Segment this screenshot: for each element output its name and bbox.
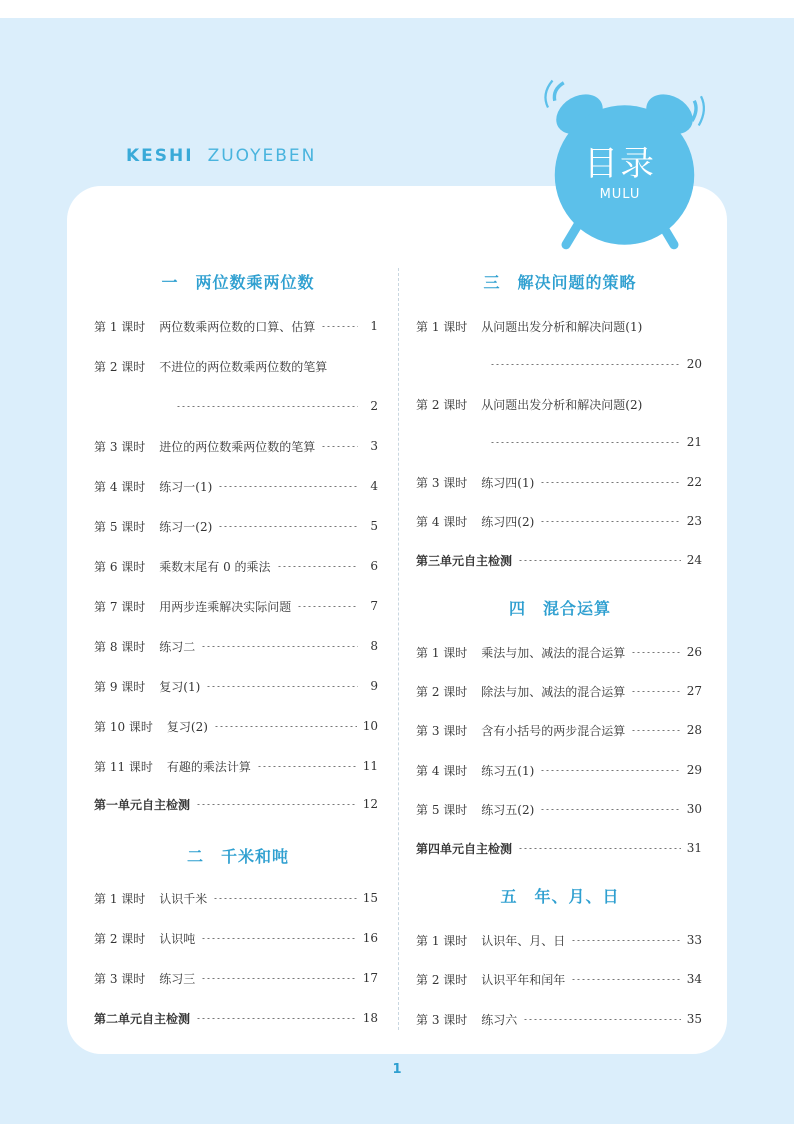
toc-entry[interactable] bbox=[416, 316, 702, 336]
footer-page-number: 1 bbox=[392, 1062, 402, 1077]
page-number: 35 bbox=[686, 1012, 702, 1026]
leader-dots bbox=[540, 482, 680, 483]
lesson-name: 认识吨 bbox=[159, 931, 196, 946]
toc-entry[interactable] bbox=[94, 716, 378, 736]
toc-entry[interactable] bbox=[416, 511, 702, 531]
page-number: 18 bbox=[362, 1011, 378, 1025]
page-number: 34 bbox=[686, 972, 702, 986]
lesson-label: 第 3 课时 bbox=[416, 723, 468, 738]
page-number: 3 bbox=[370, 439, 378, 453]
leader-dots bbox=[490, 364, 681, 365]
lesson-name: 练习五(2) bbox=[481, 802, 535, 817]
badge-title: 目录 bbox=[584, 144, 656, 184]
toc-entry-continuation[interactable] bbox=[490, 354, 702, 374]
page-number: 9 bbox=[370, 679, 378, 693]
leader-dots bbox=[321, 326, 358, 327]
page-number: 31 bbox=[686, 841, 702, 855]
toc-entry[interactable] bbox=[416, 642, 702, 662]
leader-dots bbox=[540, 809, 680, 810]
toc-entry[interactable] bbox=[416, 969, 702, 989]
leader-dots bbox=[201, 938, 356, 939]
lesson-label: 第 2 课时 bbox=[94, 931, 146, 946]
lesson-label: 第 1 课时 bbox=[94, 319, 146, 334]
lesson-label: 第 3 课时 bbox=[94, 971, 146, 986]
lesson-name: 乘数末尾有 0 的乘法 bbox=[159, 559, 271, 574]
lesson-name: 练习三 bbox=[159, 971, 196, 986]
lesson-label: 第 1 课时 bbox=[416, 319, 468, 334]
lesson-name: 练习一(1) bbox=[159, 479, 213, 494]
lesson-name: 复习(1) bbox=[159, 679, 201, 694]
page-number: 29 bbox=[686, 763, 702, 777]
leader-dots bbox=[321, 446, 358, 447]
lesson-name: 练习二 bbox=[159, 639, 196, 654]
page-number: 21 bbox=[686, 435, 702, 449]
lesson-label: 第 3 课时 bbox=[416, 1012, 468, 1027]
page-number: 30 bbox=[686, 802, 702, 816]
page-number: 17 bbox=[362, 971, 378, 985]
page-number: 8 bbox=[370, 639, 378, 653]
page-number: 1 bbox=[370, 319, 378, 333]
leader-dots bbox=[490, 442, 681, 443]
page-number: 15 bbox=[362, 891, 378, 905]
lesson-name: 练习四(1) bbox=[481, 475, 535, 490]
lesson-name: 有趣的乘法计算 bbox=[166, 759, 251, 774]
leader-dots bbox=[257, 766, 357, 767]
lesson-label: 第 5 课时 bbox=[416, 802, 468, 817]
toc-entry[interactable] bbox=[94, 356, 378, 376]
leader-dots bbox=[540, 770, 680, 771]
lesson-name: 练习四(2) bbox=[481, 514, 535, 529]
brand-part2: ZUOYEBEN bbox=[207, 146, 317, 166]
page-number: 16 bbox=[362, 931, 378, 945]
page-number: 7 bbox=[370, 599, 378, 613]
lesson-label: 第 4 课时 bbox=[416, 763, 468, 778]
lesson-label: 第 2 课时 bbox=[416, 397, 468, 412]
page-number: 26 bbox=[686, 645, 702, 659]
leader-dots bbox=[201, 646, 358, 647]
section-title: 四 混合运算 bbox=[508, 599, 611, 618]
page-number: 4 bbox=[370, 479, 378, 493]
lesson-name: 练习一(2) bbox=[159, 519, 213, 534]
lesson-label: 第 1 课时 bbox=[416, 645, 468, 660]
toc-entry-unit-test[interactable] bbox=[416, 550, 702, 570]
lesson-name: 复习(2) bbox=[166, 719, 208, 734]
leader-dots bbox=[218, 486, 358, 487]
lesson-name: 用两步连乘解决实际问题 bbox=[159, 599, 292, 614]
leader-dots bbox=[631, 730, 680, 731]
page-number: 10 bbox=[362, 719, 378, 733]
page-number: 27 bbox=[686, 684, 702, 698]
lesson-label: 第 1 课时 bbox=[94, 891, 146, 906]
page-number: 22 bbox=[686, 475, 702, 489]
leader-dots bbox=[201, 978, 356, 979]
leader-dots bbox=[176, 406, 358, 407]
toc-entry[interactable] bbox=[416, 760, 702, 780]
page-number: 12 bbox=[362, 797, 378, 811]
lesson-label: 第 7 课时 bbox=[94, 599, 146, 614]
unit-test-name: 第三单元自主检测 bbox=[416, 553, 513, 568]
leader-dots bbox=[196, 1018, 357, 1019]
lesson-label: 第 3 课时 bbox=[416, 475, 468, 490]
lesson-label: 第 10 课时 bbox=[94, 719, 153, 734]
lesson-label: 第 9 课时 bbox=[94, 679, 146, 694]
toc-entry[interactable] bbox=[94, 476, 378, 496]
page-number: 28 bbox=[686, 723, 702, 737]
toc-entry-continuation[interactable] bbox=[490, 432, 702, 452]
lesson-name: 除法与加、减法的混合运算 bbox=[481, 684, 626, 699]
lesson-name: 练习六 bbox=[481, 1012, 518, 1027]
leader-dots bbox=[571, 979, 680, 980]
leader-dots bbox=[214, 726, 357, 727]
page-number: 23 bbox=[686, 514, 702, 528]
unit-test-name: 第二单元自主检测 bbox=[94, 1011, 191, 1026]
lesson-label: 第 2 课时 bbox=[416, 972, 468, 987]
toc-entry[interactable] bbox=[94, 676, 378, 696]
toc-entry[interactable] bbox=[94, 556, 378, 576]
lesson-name: 不进位的两位数乘两位数的笔算 bbox=[159, 359, 328, 374]
toc-entry[interactable] bbox=[94, 516, 378, 536]
toc-entry[interactable] bbox=[94, 888, 378, 908]
lesson-name: 含有小括号的两步混合运算 bbox=[481, 723, 626, 738]
leader-dots bbox=[631, 652, 680, 653]
leader-dots bbox=[218, 526, 358, 527]
lesson-name: 练习五(1) bbox=[481, 763, 535, 778]
toc-entry-continuation[interactable] bbox=[176, 396, 378, 416]
section-title: 三 解决问题的策略 bbox=[483, 273, 637, 292]
lesson-name: 进位的两位数乘两位数的笔算 bbox=[159, 439, 316, 454]
toc-entry-unit-test[interactable] bbox=[94, 794, 378, 814]
toc-entry[interactable] bbox=[94, 968, 378, 988]
leader-dots bbox=[540, 521, 680, 522]
toc-entry[interactable] bbox=[416, 720, 702, 740]
leader-dots bbox=[297, 606, 358, 607]
brand-text bbox=[126, 146, 316, 166]
section-title: 二 千米和吨 bbox=[186, 847, 289, 866]
leader-dots bbox=[277, 566, 358, 567]
leader-dots bbox=[518, 848, 681, 849]
lesson-name: 乘法与加、减法的混合运算 bbox=[481, 645, 626, 660]
toc-entry[interactable] bbox=[416, 394, 702, 414]
page-number: 33 bbox=[686, 933, 702, 947]
leader-dots bbox=[523, 1019, 680, 1020]
lesson-name: 两位数乘两位数的口算、估算 bbox=[159, 319, 316, 334]
lesson-name: 认识年、月、日 bbox=[481, 933, 566, 948]
column-divider bbox=[398, 268, 399, 1030]
brand-part1: KESHI bbox=[126, 146, 194, 166]
leader-dots bbox=[518, 560, 681, 561]
lesson-name: 从问题出发分析和解决问题(2) bbox=[481, 397, 643, 412]
toc-entry[interactable] bbox=[416, 681, 702, 701]
leader-dots bbox=[631, 691, 680, 692]
page-number: 20 bbox=[686, 357, 702, 371]
toc-entry[interactable] bbox=[94, 928, 378, 948]
page-number: 2 bbox=[370, 399, 378, 413]
toc-entry[interactable] bbox=[94, 436, 378, 456]
leader-dots bbox=[213, 898, 356, 899]
toc-entry-unit-test[interactable] bbox=[416, 838, 702, 858]
lesson-name: 认识平年和闰年 bbox=[481, 972, 566, 987]
page-number: 6 bbox=[370, 559, 378, 573]
page-number: 24 bbox=[686, 553, 702, 567]
lesson-label: 第 5 课时 bbox=[94, 519, 146, 534]
lesson-label: 第 3 课时 bbox=[94, 439, 146, 454]
badge-subtitle: MULU bbox=[599, 187, 641, 202]
lesson-label: 第 1 课时 bbox=[416, 933, 468, 948]
unit-test-name: 第一单元自主检测 bbox=[94, 797, 191, 812]
toc-entry[interactable] bbox=[416, 472, 702, 492]
toc-entry[interactable] bbox=[94, 756, 378, 776]
lesson-name: 认识千米 bbox=[159, 891, 208, 906]
lesson-name: 从问题出发分析和解决问题(1) bbox=[481, 319, 643, 334]
unit-test-name: 第四单元自主检测 bbox=[416, 841, 513, 856]
lesson-label: 第 6 课时 bbox=[94, 559, 146, 574]
toc-entry[interactable] bbox=[416, 930, 702, 950]
toc-entry[interactable] bbox=[94, 636, 378, 656]
lesson-label: 第 2 课时 bbox=[416, 684, 468, 699]
toc-entry-unit-test[interactable] bbox=[94, 1008, 378, 1028]
toc-entry[interactable] bbox=[416, 1009, 702, 1029]
page-number: 5 bbox=[370, 519, 378, 533]
toc-entry[interactable] bbox=[416, 799, 702, 819]
page-number: 11 bbox=[362, 759, 378, 773]
lesson-label: 第 2 课时 bbox=[94, 359, 146, 374]
leader-dots bbox=[206, 686, 358, 687]
lesson-label: 第 4 课时 bbox=[94, 479, 146, 494]
lesson-label: 第 11 课时 bbox=[94, 759, 153, 774]
toc-entry[interactable] bbox=[94, 316, 378, 336]
lesson-label: 第 8 课时 bbox=[94, 639, 146, 654]
toc-entry[interactable] bbox=[94, 596, 378, 616]
section-title: 五 年、月、日 bbox=[500, 887, 620, 906]
section-title: 一 两位数乘两位数 bbox=[161, 273, 315, 292]
leader-dots bbox=[571, 940, 680, 941]
lesson-label: 第 4 课时 bbox=[416, 514, 468, 529]
leader-dots bbox=[196, 804, 357, 805]
